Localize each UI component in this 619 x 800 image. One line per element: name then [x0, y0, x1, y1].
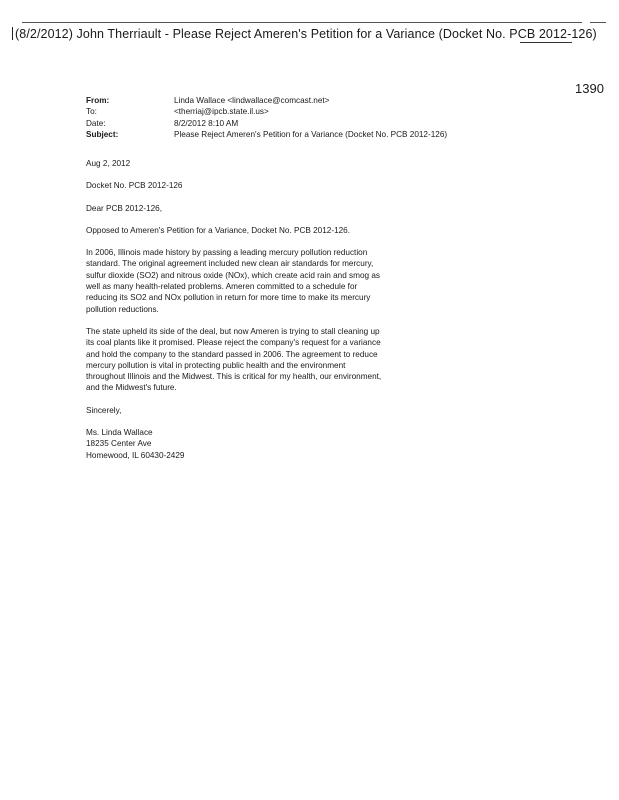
page-number: 1390	[575, 81, 604, 96]
document-header	[12, 27, 597, 41]
header-title: (8/2/2012) John Therriault - Please Reject Ameren's Petition for a Variance (Docket No. PCB 2012-126)	[15, 27, 597, 41]
letter-docket: Docket No. PCB 2012-126	[86, 181, 183, 191]
letter-paragraph-2: The state upheld its side of the deal, but now Ameren is trying to stall cleaning up its coal plants like it promised. Please reject the company's request for a variance and hold the company to the standard passed in 2006. The agreement to reduce mercury pollution is vital in protecting public health and the environment throughout Illinois and the Midwest. This is critical for my health, our environment, and the Midwest's future.	[86, 326, 382, 393]
date-label: Date:	[86, 118, 106, 128]
top-rule	[22, 22, 582, 23]
meta-from-row	[86, 95, 447, 106]
email-meta	[86, 95, 447, 141]
from-value: Linda Wallace <lindwallace@comcast.net>	[174, 96, 330, 105]
letter-date: Aug 2, 2012	[86, 159, 131, 168]
meta-date-row	[86, 118, 447, 129]
signature-name: Ms. Linda Wallace	[86, 428, 153, 438]
meta-to-row	[86, 106, 447, 117]
letter-re-line: Opposed to Ameren's Petition for a Variance, Docket No. PCB 2012-126.	[86, 225, 351, 235]
from-label: From:	[86, 96, 110, 105]
meta-subject-row	[86, 129, 447, 140]
subject-value: Please Reject Ameren's Petition for a Variance (Docket No. PCB 2012-126)	[174, 130, 448, 140]
subject-label: Subject:	[86, 130, 119, 140]
header-bar	[12, 27, 13, 40]
letter-body	[86, 158, 386, 472]
letter-closing: Sincerely,	[86, 405, 122, 415]
to-value: <therriaj@ipcb.state.il.us>	[174, 107, 269, 117]
date-value: 8/2/2012 8:10 AM	[174, 118, 239, 128]
letter-salutation: Dear PCB 2012-126,	[86, 203, 163, 213]
signature-city: Homewood, IL 60430-2429	[86, 450, 185, 460]
to-label: To:	[86, 107, 97, 117]
letter-signature	[86, 427, 386, 461]
letter-paragraph-1: In 2006, Illinois made history by passing a leading mercury pollution reduction standard. The original agreement included new clean air standards for mercury, sulfur dioxide (SO2) and nitrous oxide (NOx), which create acid rain and smog as well as many health-related problems. Ameren committed to a schedule for reducing its SO2 and NOx pollution in return for more time to make its mercury pollution reductions.	[86, 248, 380, 314]
top-rule-short	[590, 22, 606, 23]
signature-street: 18235 Center Ave	[86, 439, 152, 449]
header-underline	[520, 42, 572, 43]
